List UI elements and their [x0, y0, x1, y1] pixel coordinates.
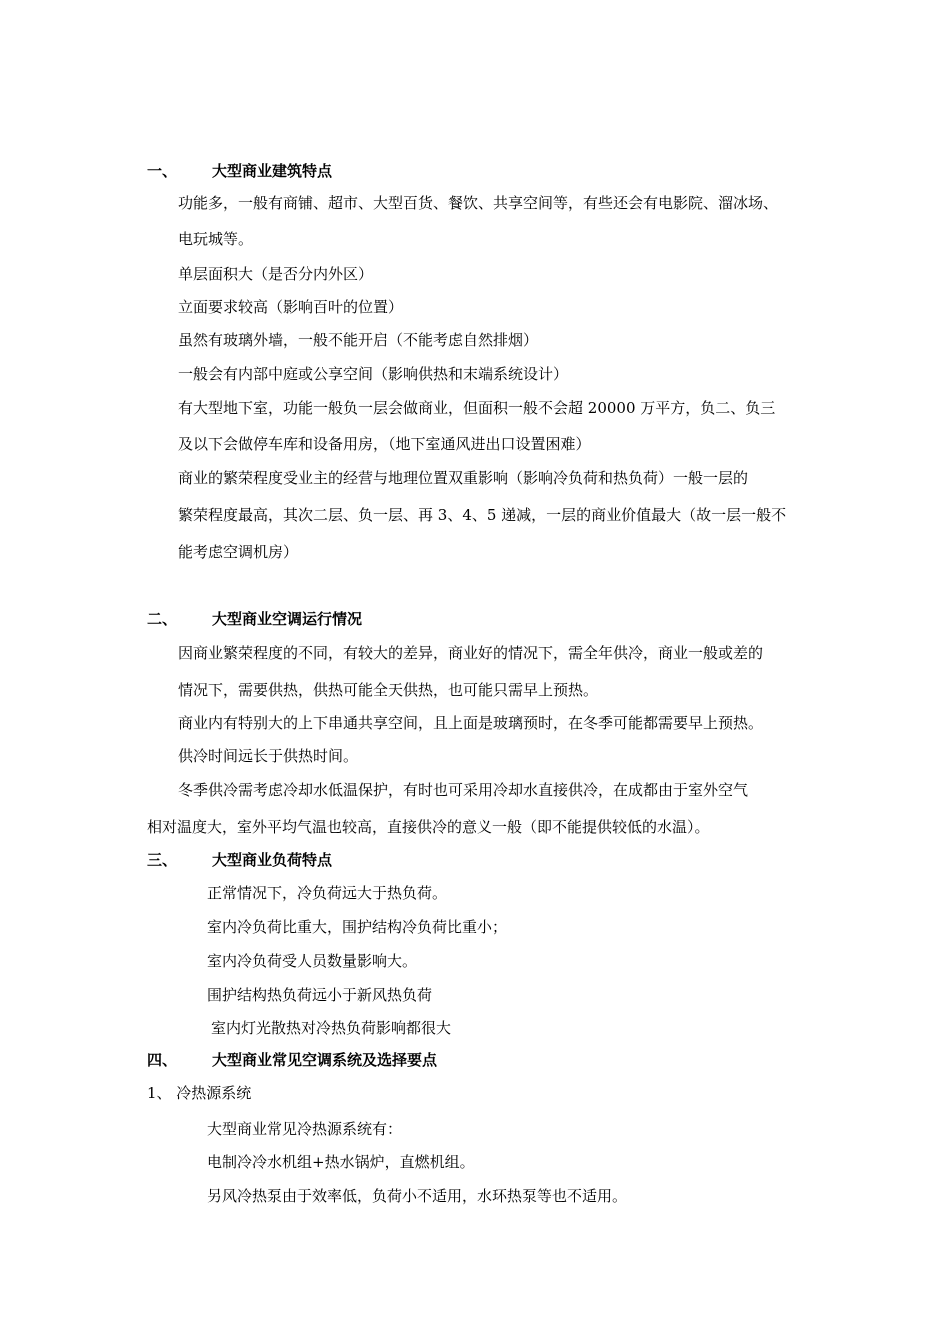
section-3-title: 大型商业负荷特点 [212, 851, 333, 869]
section-1-para-11: 能考虑空调机房） [178, 543, 299, 561]
section-1-para-5: 虽然有玻璃外墙，一般不能开启（不能考虑自然排烟） [178, 331, 539, 349]
section-2-para-5: 冬季供冷需考虑冷却水低温保护，有时也可采用冷却水直接供冷，在成都由于室外空气 [178, 781, 749, 799]
section-4-para-1: 大型商业常见冷热源系统有： [207, 1120, 403, 1138]
section-4-para-2: 电制冷冷水机组+热水锅炉，直燃机组。 [207, 1153, 475, 1171]
section-3-para-1: 正常情况下，冷负荷远大于热负荷。 [207, 884, 448, 902]
section-4-para-3: 另风冷热泵由于效率低，负荷小不适用，水环热泵等也不适用。 [207, 1187, 628, 1205]
section-2-title: 大型商业空调运行情况 [212, 610, 363, 628]
section-1-para-4: 立面要求较高（影响百叶的位置） [178, 298, 404, 316]
section-3-para-3: 室内冷负荷受人员数量影响大。 [207, 952, 418, 970]
section-1-para-8: 及以下会做停车库和设备用房，（地下室通风进出口设置困难） [178, 435, 591, 453]
section-3-para-2: 室内冷负荷比重大，围护结构冷负荷比重小； [207, 918, 508, 936]
section-1-para-6: 一般会有内部中庭或公享空间（影响供热和末端系统设计） [178, 365, 569, 383]
section-1-para-7: 有大型地下室，功能一般负一层会做商业，但面积一般不会超 20000 万平方，负二、负三 [178, 399, 776, 417]
section-3-number: 三、 [147, 851, 178, 869]
section-2-para-6: 相对温度大，室外平均气温也较高，直接供冷的意义一般（即不能提供较低的水温）。 [147, 818, 710, 836]
section-4-title: 大型商业常见空调系统及选择要点 [212, 1051, 438, 1069]
section-1-para-1: 功能多，一般有商铺、超市、大型百货、餐饮、共享空间等，有些还会有电影院、溜冰场、 [178, 194, 779, 212]
section-2-para-3: 商业内有特别大的上下串通共享空间，且上面是玻璃预时，在冬季可能都需要早上预热。 [178, 714, 764, 732]
section-1-para-10: 繁荣程度最高，其次二层、负一层、再 3、4、5 递减，一层的商业价值最大（故一层一般不 [178, 506, 787, 524]
section-1-para-3: 单层面积大（是否分内外区） [178, 265, 374, 283]
section-1-title: 大型商业建筑特点 [212, 162, 333, 180]
section-1-para-9: 商业的繁荣程度受业主的经营与地理位置双重影响（影响冷负荷和热负荷）一般一层的 [178, 469, 749, 487]
section-1-number: 一、 [147, 162, 178, 180]
section-2-number: 二、 [147, 610, 178, 628]
section-4-number: 四、 [147, 1051, 178, 1069]
section-2-para-4: 供冷时间远长于供热时间。 [178, 747, 359, 765]
section-2-para-1: 因商业繁荣程度的不同，有较大的差异，商业好的情况下，需全年供冷，商业一般或差的 [178, 644, 764, 662]
section-1-para-2: 电玩城等。 [178, 230, 254, 248]
section-4-subsection: 1、 冷热源系统 [147, 1084, 252, 1102]
section-3-para-5: 室内灯光散热对冷热负荷影响都很大 [211, 1019, 452, 1037]
section-2-para-2: 情况下，需要供热，供热可能全天供热，也可能只需早上预热。 [178, 681, 599, 699]
section-3-para-4: 围护结构热负荷远小于新风热负荷 [207, 986, 433, 1004]
